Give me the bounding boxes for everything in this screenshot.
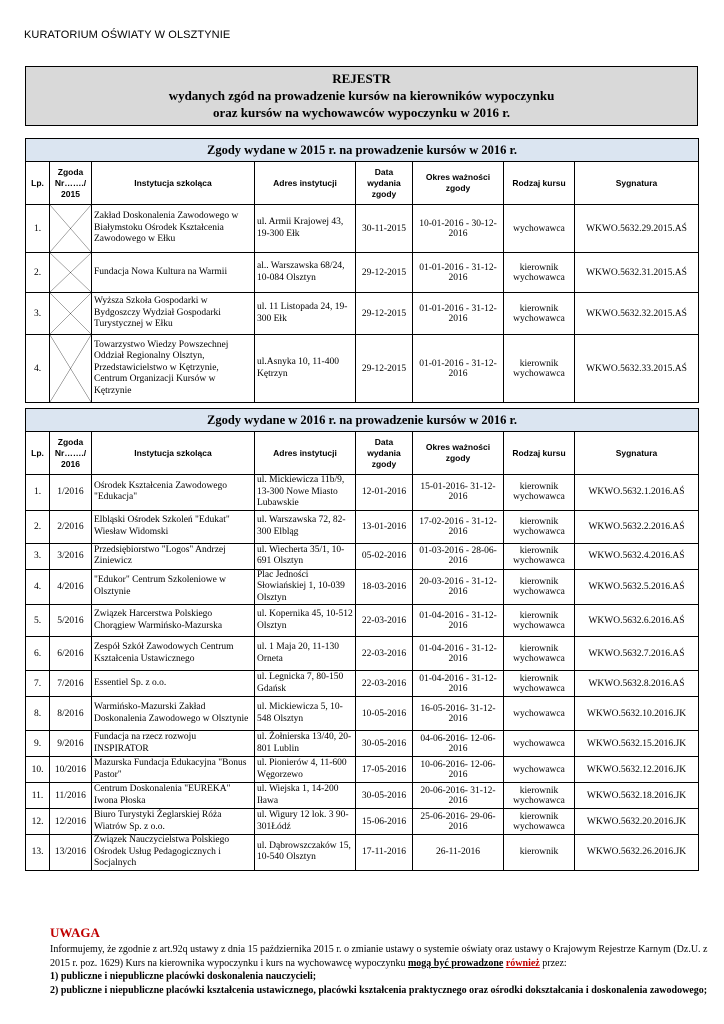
row-lp: 1. xyxy=(26,475,50,511)
row-period: 15-01-2016- 31-12-2016 xyxy=(413,475,504,511)
row-institution: Zespół Szkół Zawodowych Centrum Kształcenia Ustawicznego xyxy=(92,637,255,671)
row-institution: Zakład Doskonalenia Zawodowego w Białymstoku Ośrodek Kształcenia Zawodowego w Ełku xyxy=(92,205,255,253)
row-course: kierownik wychowawca xyxy=(504,510,575,543)
row-institution: Fundacja Nowa Kultura na Warmii xyxy=(92,253,255,293)
row-address: Plac Jedności Słowiańskiej 1, 10-039 Olsztyn xyxy=(255,569,356,605)
table-row xyxy=(26,783,699,809)
row-signature: WKWO.5632.29.2015.AŚ xyxy=(575,205,699,253)
col-header-period: Okres ważności zgody xyxy=(413,432,504,475)
crossed-out-cell xyxy=(50,293,92,335)
table-row xyxy=(26,475,699,511)
row-date: 18-03-2016 xyxy=(356,569,413,605)
notice-emphasis-1: mogą być prowadzone xyxy=(407,957,504,969)
col-header-course: Rodzaj kursu xyxy=(504,432,575,475)
row-date: 30-05-2016 xyxy=(356,731,413,757)
table-row xyxy=(26,809,699,835)
row-address: ul. Wigury 12 lok. 3 90-301Łódź xyxy=(255,809,356,835)
col-header-period: Okres ważności zgody xyxy=(413,162,504,205)
table-row xyxy=(26,293,699,335)
row-institution: Przedsiębiorstwo "Logos" Andrzej Ziniewicz xyxy=(92,543,255,569)
row-institution: Ośrodek Kształcenia Zawodowego "Edukacja" xyxy=(92,475,255,511)
row-course: kierownik wychowawca xyxy=(504,293,575,335)
row-signature: WKWO.5632.5.2016.AŚ xyxy=(575,569,699,605)
row-lp: 4. xyxy=(26,569,50,605)
row-date: 12-01-2016 xyxy=(356,475,413,511)
row-nr: 4/2016 xyxy=(50,569,92,605)
row-lp: 4. xyxy=(26,335,50,403)
registry-subtitle-2: oraz kursów na wychowawców wypoczynku w 2016 r. xyxy=(212,105,511,120)
row-course: wychowawca xyxy=(504,731,575,757)
row-lp: 13. xyxy=(26,835,50,871)
row-period: 01-04-2016 - 31-12-2016 xyxy=(413,637,504,671)
row-date: 22-03-2016 xyxy=(356,671,413,697)
col-header-address: Adres instytucji xyxy=(255,162,356,205)
row-nr: 3/2016 xyxy=(50,543,92,569)
notice-body xyxy=(50,943,710,997)
cross-mark xyxy=(50,335,91,402)
row-nr: 9/2016 xyxy=(50,731,92,757)
row-nr: 7/2016 xyxy=(50,671,92,697)
col-header-lp: Lp. xyxy=(26,432,50,475)
row-date: 30-11-2015 xyxy=(356,205,413,253)
row-nr: 11/2016 xyxy=(50,783,92,809)
row-nr: 12/2016 xyxy=(50,809,92,835)
row-signature: WKWO.5632.2.2016.AŚ xyxy=(575,510,699,543)
row-lp: 3. xyxy=(26,543,50,569)
notice-text-after: przez: xyxy=(539,957,567,969)
row-course: kierownik wychowawca xyxy=(504,783,575,809)
cross-mark xyxy=(50,293,91,334)
row-address: ul. Warszawska 72, 82-300 Elbląg xyxy=(255,510,356,543)
row-address: ul. Legnicka 7, 80-150 Gdańsk xyxy=(255,671,356,697)
table-row xyxy=(26,569,699,605)
row-date: 29-12-2015 xyxy=(356,253,413,293)
col-header-date: Data wydania zgody xyxy=(356,162,413,205)
col-header-institution: Instytucja szkoląca xyxy=(92,432,255,475)
page-header-org: KURATORIUM OŚWIATY W OLSZTYNIE xyxy=(24,29,231,41)
row-lp: 6. xyxy=(26,637,50,671)
row-lp: 2. xyxy=(26,510,50,543)
row-nr: 13/2016 xyxy=(50,835,92,871)
col-header-signature: Sygnatura xyxy=(575,162,699,205)
row-course: kierownik wychowawca xyxy=(504,637,575,671)
row-institution: Warmińsko-Mazurski Zakład Doskonalenia Zawodowego w Olsztynie xyxy=(92,697,255,731)
crossed-out-cell xyxy=(50,335,92,403)
notice-text-before: Informujemy, że zgodnie z art.92q ustawy z dnia 15 października 2015 r. o zmianie ustawy o systemie oświaty oraz ustawy o Krajowym Rejestrze Karnym (Dz.U. z 2015 r. poz. 1629) Kurs na kierownika wypoczynku i kurs na wychowawcę wypoczynku xyxy=(50,944,708,969)
section-title-2016: Zgody wydane w 2016 r. na prowadzenie kursów w 2016 r. xyxy=(26,409,699,432)
row-period: 26-11-2016 xyxy=(413,835,504,871)
row-address: ul. Kopernika 45, 10-512 Olsztyn xyxy=(255,605,356,637)
row-signature: WKWO.5632.10.2016.JK xyxy=(575,697,699,731)
row-address: ul. Mickiewicza 5, 10-548 Olsztyn xyxy=(255,697,356,731)
row-course: wychowawca xyxy=(504,757,575,783)
table-row xyxy=(26,731,699,757)
row-nr: 2/2016 xyxy=(50,510,92,543)
row-signature: WKWO.5632.26.2016.JK xyxy=(575,835,699,871)
crossed-out-cell xyxy=(50,205,92,253)
row-course: wychowawca xyxy=(504,205,575,253)
row-lp: 9. xyxy=(26,731,50,757)
row-institution: Związek Harcerstwa Polskiego Chorągiew Warmińsko-Mazurska xyxy=(92,605,255,637)
row-lp: 10. xyxy=(26,757,50,783)
row-lp: 11. xyxy=(26,783,50,809)
registry-title-box xyxy=(25,66,698,126)
registry-title: REJESTR xyxy=(332,71,391,86)
notice-heading: UWAGA xyxy=(50,925,100,940)
row-period: 04-06-2016- 12-06-2016 xyxy=(413,731,504,757)
table-row xyxy=(26,697,699,731)
row-nr: 8/2016 xyxy=(50,697,92,731)
row-institution: Fundacja na rzecz rozwoju INSPIRATOR xyxy=(92,731,255,757)
table-row xyxy=(26,757,699,783)
row-address: ul. Mickiewicza 11b/9, 13-300 Nowe Miasto Lubawskie xyxy=(255,475,356,511)
row-nr: 1/2016 xyxy=(50,475,92,511)
row-address: ul. 1 Maja 20, 11-130 Orneta xyxy=(255,637,356,671)
row-signature: WKWO.5632.1.2016.AŚ xyxy=(575,475,699,511)
table-row xyxy=(26,510,699,543)
row-institution: Towarzystwo Wiedzy Powszechnej Oddział Regionalny Olsztyn, Przedstawicielstwo w Kętrzynie, Centrum Organizacji Kursów w Kętrzynie xyxy=(92,335,255,403)
col-header-zgoda: Zgoda Nr……./ 2015 xyxy=(50,162,92,205)
row-period: 10-01-2016 - 30-12-2016 xyxy=(413,205,504,253)
row-signature: WKWO.5632.4.2016.AŚ xyxy=(575,543,699,569)
notice-item-2: 2) publiczne i niepubliczne placówki kształcenia ustawicznego, placówki kształcenia praktycznego oraz ośrodki dokształcania i doskonalenia zawodowego; xyxy=(50,984,708,996)
row-institution: Centrum Doskonalenia "EUREKA" Iwona Płoska xyxy=(92,783,255,809)
row-institution: Biuro Turystyki Żeglarskiej Róża Wiatrów Sp. z o.o. xyxy=(92,809,255,835)
table-row xyxy=(26,335,699,403)
row-period: 01-03-2016 - 28-06-2016 xyxy=(413,543,504,569)
row-address: ul. 11 Listopada 24, 19-300 Ełk xyxy=(255,293,356,335)
row-address: ul. Armii Krajowej 43, 19-300 Ełk xyxy=(255,205,356,253)
row-signature: WKWO.5632.8.2016.AŚ xyxy=(575,671,699,697)
row-date: 17-11-2016 xyxy=(356,835,413,871)
row-signature: WKWO.5632.15.2016.JK xyxy=(575,731,699,757)
row-period: 17-02-2016 - 31-12-2016 xyxy=(413,510,504,543)
row-course: kierownik wychowawca xyxy=(504,809,575,835)
section-title-2015: Zgody wydane w 2015 r. na prowadzenie kursów w 2016 r. xyxy=(26,139,699,162)
row-course: kierownik wychowawca xyxy=(504,475,575,511)
row-period: 01-04-2016 - 31-12-2016 xyxy=(413,605,504,637)
col-header-address: Adres instytucji xyxy=(255,432,356,475)
row-period: 01-04-2016 - 31-12-2016 xyxy=(413,671,504,697)
row-institution: Elbląski Ośrodek Szkoleń "Edukat" Wiesław Widomski xyxy=(92,510,255,543)
table-row xyxy=(26,205,699,253)
row-lp: 2. xyxy=(26,253,50,293)
table-row xyxy=(26,835,699,871)
row-signature: WKWO.5632.12.2016.JK xyxy=(575,757,699,783)
row-date: 22-03-2016 xyxy=(356,605,413,637)
notice-emphasis-2: również xyxy=(505,957,540,969)
row-course: kierownik wychowawca xyxy=(504,335,575,403)
row-course: kierownik wychowawca xyxy=(504,569,575,605)
row-date: 29-12-2015 xyxy=(356,293,413,335)
row-period: 01-01-2016 - 31-12-2016 xyxy=(413,293,504,335)
row-institution: Związek Nauczycielstwa Polskiego Ośrodek Usług Pedagogicznych i Socjalnych xyxy=(92,835,255,871)
row-institution: Essentiel Sp. z o.o. xyxy=(92,671,255,697)
cross-mark xyxy=(50,205,91,252)
table-row xyxy=(26,637,699,671)
row-course: kierownik wychowawca xyxy=(504,253,575,293)
row-address: al.. Warszawska 68/24, 10-084 Olsztyn xyxy=(255,253,356,293)
row-lp: 7. xyxy=(26,671,50,697)
row-period: 20-03-2016 - 31-12-2016 xyxy=(413,569,504,605)
row-date: 22-03-2016 xyxy=(356,637,413,671)
row-address: ul. Pionierów 4, 11-600 Węgorzewo xyxy=(255,757,356,783)
col-header-zgoda: Zgoda Nr……./ 2016 xyxy=(50,432,92,475)
row-address: ul.Asnyka 10, 11-400 Kętrzyn xyxy=(255,335,356,403)
row-address: ul. Żołnierska 13/40, 20-801 Lublin xyxy=(255,731,356,757)
crossed-out-cell xyxy=(50,253,92,293)
row-address: ul. Wiejska 1, 14-200 Iława xyxy=(255,783,356,809)
row-nr: 5/2016 xyxy=(50,605,92,637)
row-lp: 5. xyxy=(26,605,50,637)
row-period: 01-01-2016 - 31-12-2016 xyxy=(413,253,504,293)
table-2015 xyxy=(25,138,699,403)
row-period: 25-06-2016- 29-06-2016 xyxy=(413,809,504,835)
row-nr: 6/2016 xyxy=(50,637,92,671)
cross-mark xyxy=(50,253,91,292)
row-signature: WKWO.5632.20.2016.JK xyxy=(575,809,699,835)
registry-subtitle-1: wydanych zgód na prowadzenie kursów na kierowników wypoczynku xyxy=(168,88,555,103)
row-institution: Mazurska Fundacja Edukacyjna "Bonus Pastor" xyxy=(92,757,255,783)
row-date: 17-05-2016 xyxy=(356,757,413,783)
col-header-institution: Instytucja szkoląca xyxy=(92,162,255,205)
row-course: kierownik wychowawca xyxy=(504,543,575,569)
row-signature: WKWO.5632.6.2016.AŚ xyxy=(575,605,699,637)
row-lp: 8. xyxy=(26,697,50,731)
row-signature: WKWO.5632.32.2015.AŚ xyxy=(575,293,699,335)
row-date: 10-05-2016 xyxy=(356,697,413,731)
row-period: 20-06-2016- 31-12-2016 xyxy=(413,783,504,809)
row-course: kierownik xyxy=(504,835,575,871)
table-row xyxy=(26,605,699,637)
row-lp: 12. xyxy=(26,809,50,835)
row-date: 29-12-2015 xyxy=(356,335,413,403)
row-date: 15-06-2016 xyxy=(356,809,413,835)
row-signature: WKWO.5632.31.2015.AŚ xyxy=(575,253,699,293)
row-date: 30-05-2016 xyxy=(356,783,413,809)
row-nr: 10/2016 xyxy=(50,757,92,783)
row-date: 05-02-2016 xyxy=(356,543,413,569)
table-2016 xyxy=(25,408,699,871)
col-header-lp: Lp. xyxy=(26,162,50,205)
table-row xyxy=(26,253,699,293)
notice-item-1: 1) publiczne i niepubliczne placówki doskonalenia nauczycieli; xyxy=(50,971,317,982)
row-signature: WKWO.5632.7.2016.AŚ xyxy=(575,637,699,671)
row-institution: "Edukor" Centrum Szkoleniowe w Olsztynie xyxy=(92,569,255,605)
row-course: wychowawca xyxy=(504,697,575,731)
row-signature: WKWO.5632.18.2016.JK xyxy=(575,783,699,809)
row-address: ul. Dąbrowszczaków 15, 10-540 Olsztyn xyxy=(255,835,356,871)
row-course: kierownik wychowawca xyxy=(504,605,575,637)
row-address: ul. Wiecherta 35/1, 10-691 Olsztyn xyxy=(255,543,356,569)
notice-paragraph xyxy=(50,943,710,970)
row-date: 13-01-2016 xyxy=(356,510,413,543)
row-signature: WKWO.5632.33.2015.AŚ xyxy=(575,335,699,403)
row-period: 10-06-2016- 12-06-2016 xyxy=(413,757,504,783)
row-period: 01-01-2016 - 31-12-2016 xyxy=(413,335,504,403)
row-lp: 1. xyxy=(26,205,50,253)
table-row xyxy=(26,671,699,697)
col-header-course: Rodzaj kursu xyxy=(504,162,575,205)
row-period: 16-05-2016- 31-12-2016 xyxy=(413,697,504,731)
row-institution: Wyższa Szkoła Gospodarki w Bydgoszczy Wydział Gospodarki Turystycznej w Ełku xyxy=(92,293,255,335)
col-header-date: Data wydania zgody xyxy=(356,432,413,475)
col-header-signature: Sygnatura xyxy=(575,432,699,475)
table-row xyxy=(26,543,699,569)
row-lp: 3. xyxy=(26,293,50,335)
row-course: kierownik wychowawca xyxy=(504,671,575,697)
